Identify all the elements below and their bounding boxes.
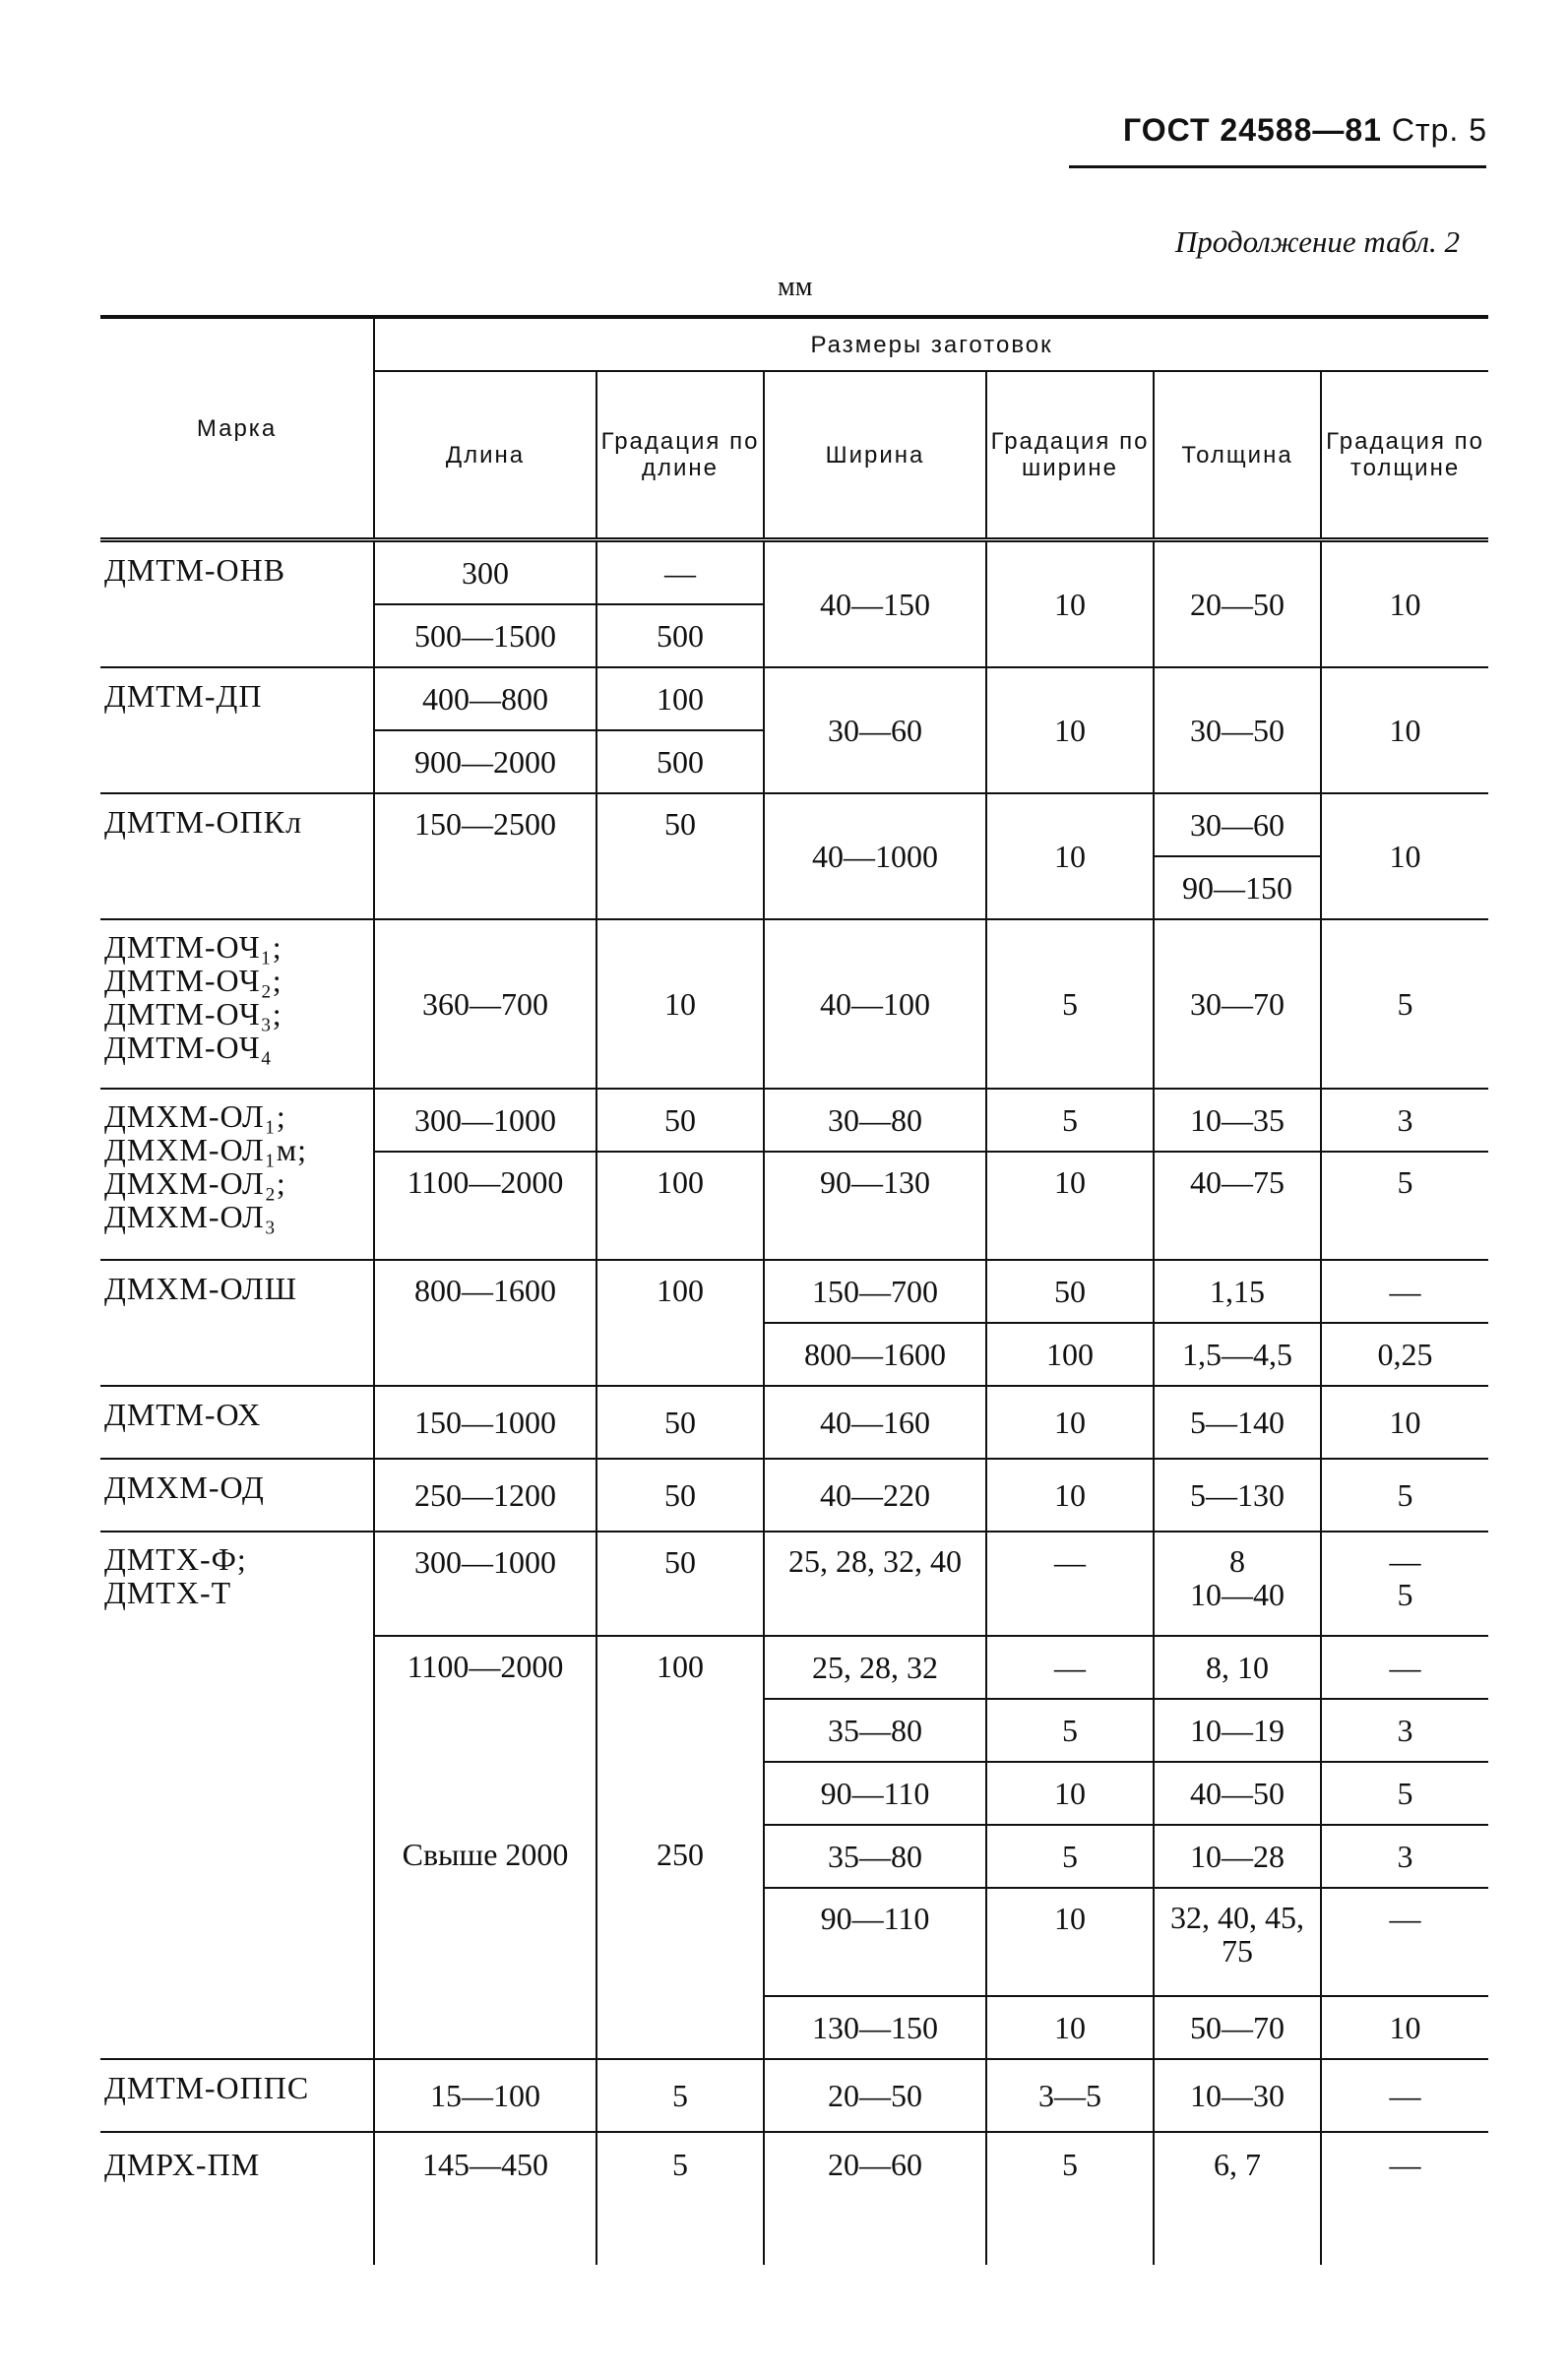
length-cell: 1100—2000 <box>374 1152 596 1260</box>
mark-cell <box>100 1532 374 2059</box>
thickness-cell: 1,5—4,5 <box>1154 1323 1321 1386</box>
mark-cell: ДМХМ-ОД <box>100 1459 374 1532</box>
grad-length-cell: 10 <box>596 919 764 1089</box>
table-row <box>100 919 1488 1089</box>
thickness-cell: 6, 7 <box>1154 2132 1321 2265</box>
mark-cell <box>100 1089 374 1260</box>
width-cell: 130—150 <box>764 1996 986 2059</box>
thickness-cell: 10—35 <box>1154 1089 1321 1152</box>
mark-cell: ДМТМ-ОНВ <box>100 540 374 668</box>
width-cell: 40—1000 <box>764 793 986 919</box>
grad-length-cell: 50 <box>596 793 764 919</box>
table-row <box>100 2059 1488 2132</box>
mark-line: ДМТХ-Ф; <box>104 1541 247 1577</box>
thickness-cell: 10—19 <box>1154 1699 1321 1762</box>
grad-thickness-cell: 5 <box>1321 919 1488 1089</box>
thickness-cell: 1,15 <box>1154 1260 1321 1323</box>
width-cell: 150—700 <box>764 1260 986 1323</box>
grad-width-cell: 10 <box>986 540 1154 668</box>
grad-width-cell: 10 <box>986 1762 1154 1825</box>
grad-thickness-cell: — <box>1321 1260 1488 1323</box>
grad-width-cell: 5 <box>986 1699 1154 1762</box>
mark-line: ДМТМ-ОЧ₄ <box>104 1030 273 1065</box>
grad-length-cell: 100 <box>596 1636 764 1825</box>
grad-width-cell: 5 <box>986 1825 1154 1888</box>
grad-width-cell: 100 <box>986 1323 1154 1386</box>
grad-length-cell: 100 <box>596 1152 764 1260</box>
grad-width-cell: 5 <box>986 2132 1154 2265</box>
mark-cell: ДМРХ-ПМ <box>100 2132 374 2265</box>
table-continuation-caption: Продолжение табл. 2 <box>1174 224 1460 259</box>
length-cell: Свыше 2000 <box>374 1825 596 2059</box>
length-cell: 300 <box>374 540 596 605</box>
grad-width-cell: 10 <box>986 1996 1154 2059</box>
width-cell: 90—110 <box>764 1888 986 1996</box>
thickness-line: 10—40 <box>1190 1577 1285 1612</box>
grad-thickness-line: 5 <box>1397 1577 1413 1612</box>
grad-thickness-cell: 3 <box>1321 1089 1488 1152</box>
table-row <box>100 1532 1488 1636</box>
thickness-cell: 30—60 <box>1154 793 1321 856</box>
page-number: Стр. 5 <box>1391 112 1487 148</box>
width-cell: 40—100 <box>764 919 986 1089</box>
length-cell: 900—2000 <box>374 730 596 793</box>
grad-width-cell: 10 <box>986 1152 1154 1260</box>
grad-width-cell: 10 <box>986 667 1154 793</box>
grad-length-cell: 500 <box>596 604 764 667</box>
grad-thickness-cell: 0,25 <box>1321 1323 1488 1386</box>
mark-line: ДМХМ-ОЛ₃ <box>104 1199 277 1234</box>
length-cell: 250—1200 <box>374 1459 596 1532</box>
table-row <box>100 793 1488 856</box>
length-cell: 300—1000 <box>374 1532 596 1636</box>
grad-thickness-cell: — <box>1321 1888 1488 1996</box>
grad-width-cell: — <box>986 1532 1154 1636</box>
grad-thickness-cell <box>1321 1532 1488 1636</box>
grad-width-cell: 10 <box>986 1459 1154 1532</box>
mark-cell: ДМТМ-ДП <box>100 667 374 793</box>
table-row <box>100 1386 1488 1459</box>
col-header-grad-width: Градация по ширине <box>986 371 1154 540</box>
grad-length-cell: 500 <box>596 730 764 793</box>
mark-line: ДМХМ-ОЛ₁; <box>104 1098 286 1134</box>
width-cell: 40—150 <box>764 540 986 668</box>
width-cell: 25, 28, 32 <box>764 1636 986 1699</box>
table-row <box>100 1260 1488 1323</box>
length-cell: 800—1600 <box>374 1260 596 1386</box>
table-row <box>100 2132 1488 2265</box>
grad-length-cell: 5 <box>596 2059 764 2132</box>
grad-width-cell: — <box>986 1636 1154 1699</box>
thickness-cell: 40—50 <box>1154 1762 1321 1825</box>
blank-sizes-table <box>100 315 1488 2265</box>
grad-length-cell: — <box>596 540 764 605</box>
length-cell: 360—700 <box>374 919 596 1089</box>
thickness-cell: 10—30 <box>1154 2059 1321 2132</box>
width-cell: 90—130 <box>764 1152 986 1260</box>
grad-thickness-cell: 10 <box>1321 793 1488 919</box>
length-cell: 145—450 <box>374 2132 596 2265</box>
header-rule <box>1069 165 1486 168</box>
length-cell: 1100—2000 <box>374 1636 596 1825</box>
grad-thickness-line: — <box>1389 1543 1421 1579</box>
thickness-cell: 10—28 <box>1154 1825 1321 1888</box>
mark-line: ДМТХ-Т <box>104 1575 232 1610</box>
mark-cell: ДМТМ-ОХ <box>100 1386 374 1459</box>
thickness-cell: 90—150 <box>1154 856 1321 919</box>
thickness-cell: 30—50 <box>1154 667 1321 793</box>
thickness-cell <box>1154 1532 1321 1636</box>
table-row <box>100 1459 1488 1532</box>
col-header-grad-thickness: Градация по толщине <box>1321 371 1488 540</box>
page-header <box>1123 112 1487 149</box>
col-header-width: Ширина <box>764 371 986 540</box>
table-row <box>100 667 1488 730</box>
width-cell: 30—60 <box>764 667 986 793</box>
thickness-cell: 50—70 <box>1154 1996 1321 2059</box>
grad-thickness-cell: 3 <box>1321 1699 1488 1762</box>
grad-width-cell: 5 <box>986 1089 1154 1152</box>
length-cell: 150—2500 <box>374 793 596 919</box>
col-header-thickness: Толщина <box>1154 371 1321 540</box>
grad-thickness-cell: — <box>1321 2132 1488 2265</box>
grad-length-cell: 5 <box>596 2132 764 2265</box>
grad-width-cell: 10 <box>986 1386 1154 1459</box>
grad-thickness-cell: 10 <box>1321 1386 1488 1459</box>
grad-thickness-cell: 3 <box>1321 1825 1488 1888</box>
width-cell: 40—160 <box>764 1386 986 1459</box>
mark-line: ДМХМ-ОЛ₂; <box>104 1165 286 1201</box>
col-header-mark: Марка <box>100 317 374 540</box>
thickness-cell: 30—70 <box>1154 919 1321 1089</box>
thickness-cell: 40—75 <box>1154 1152 1321 1260</box>
width-cell: 35—80 <box>764 1699 986 1762</box>
grad-thickness-cell: 10 <box>1321 540 1488 668</box>
grad-width-cell: 3—5 <box>986 2059 1154 2132</box>
col-header-group: Размеры заготовок <box>374 317 1488 371</box>
grad-length-cell: 100 <box>596 1260 764 1386</box>
length-cell: 15—100 <box>374 2059 596 2132</box>
grad-thickness-cell: 5 <box>1321 1152 1488 1260</box>
width-cell: 800—1600 <box>764 1323 986 1386</box>
unit-label: мм <box>778 272 813 302</box>
grad-width-cell: 5 <box>986 919 1154 1089</box>
thickness-cell: 5—140 <box>1154 1386 1321 1459</box>
width-cell: 35—80 <box>764 1825 986 1888</box>
grad-length-cell: 50 <box>596 1386 764 1459</box>
grad-length-cell: 100 <box>596 667 764 730</box>
thickness-cell: 20—50 <box>1154 540 1321 668</box>
grad-thickness-cell: 10 <box>1321 667 1488 793</box>
width-cell: 30—80 <box>764 1089 986 1152</box>
grad-thickness-cell: — <box>1321 2059 1488 2132</box>
grad-length-cell: 50 <box>596 1459 764 1532</box>
thickness-cell: 32, 40, 45, 75 <box>1154 1888 1321 1996</box>
table-row <box>100 1089 1488 1152</box>
standard-number: ГОСТ 24588—81 <box>1123 112 1382 148</box>
width-cell: 20—60 <box>764 2132 986 2265</box>
grad-thickness-cell: 5 <box>1321 1459 1488 1532</box>
width-cell: 25, 28, 32, 40 <box>764 1532 986 1636</box>
grad-width-cell: 10 <box>986 1888 1154 1996</box>
mark-line: ДМТМ-ОЧ₁; <box>104 929 282 965</box>
table-row <box>100 540 1488 605</box>
length-cell: 150—1000 <box>374 1386 596 1459</box>
length-cell: 300—1000 <box>374 1089 596 1152</box>
grad-thickness-cell: 10 <box>1321 1996 1488 2059</box>
grad-thickness-cell: 5 <box>1321 1762 1488 1825</box>
mark-cell: ДМХМ-ОЛШ <box>100 1260 374 1386</box>
mark-line: ДМТМ-ОЧ₃; <box>104 996 282 1032</box>
grad-length-cell: 250 <box>596 1825 764 2059</box>
mark-cell: ДМТМ-ОППС <box>100 2059 374 2132</box>
grad-length-cell: 50 <box>596 1089 764 1152</box>
width-cell: 40—220 <box>764 1459 986 1532</box>
mark-cell <box>100 919 374 1089</box>
mark-line: ДМТМ-ОЧ₂; <box>104 963 282 998</box>
thickness-cell: 8, 10 <box>1154 1636 1321 1699</box>
length-cell: 500—1500 <box>374 604 596 667</box>
width-cell: 90—110 <box>764 1762 986 1825</box>
thickness-cell: 5—130 <box>1154 1459 1321 1532</box>
length-cell: 400—800 <box>374 667 596 730</box>
mark-line: ДМХМ-ОЛ₁м; <box>104 1132 308 1167</box>
grad-thickness-cell: — <box>1321 1636 1488 1699</box>
thickness-line: 8 <box>1229 1543 1245 1579</box>
grad-width-cell: 10 <box>986 793 1154 919</box>
grad-width-cell: 50 <box>986 1260 1154 1323</box>
width-cell: 20—50 <box>764 2059 986 2132</box>
col-header-length: Длина <box>374 371 596 540</box>
col-header-grad-length: Градация по длине <box>596 371 764 540</box>
mark-cell: ДМТМ-ОПКл <box>100 793 374 919</box>
grad-length-cell: 50 <box>596 1532 764 1636</box>
